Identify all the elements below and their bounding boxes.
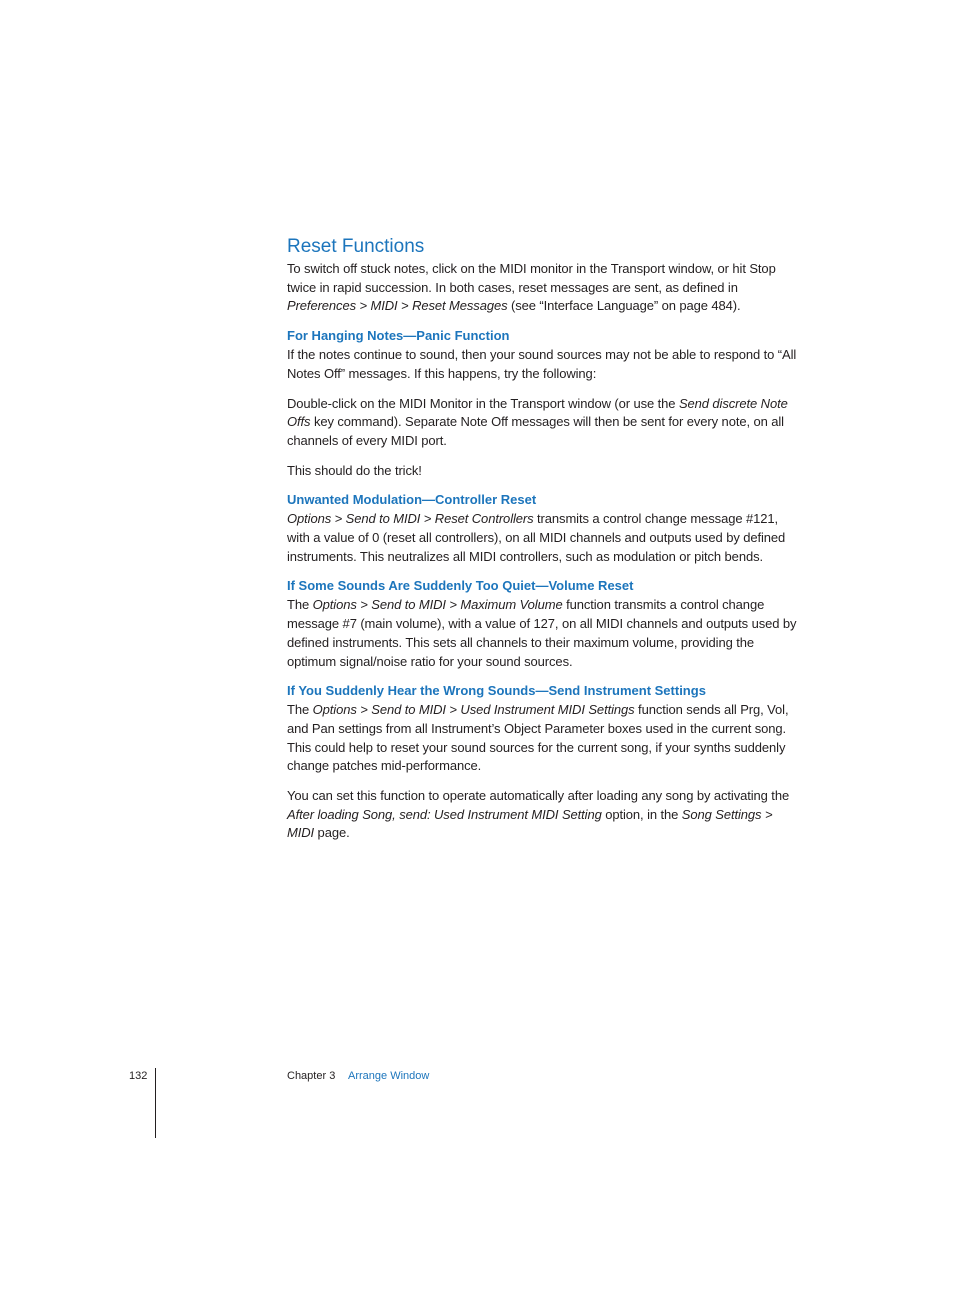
page-number: 132 <box>129 1070 148 1082</box>
auto-send-text-3: page. <box>314 825 350 841</box>
instrument-settings-paragraph-1 <box>287 701 797 776</box>
auto-send-text-1: You can set this function to operate automatically after loading any song by activating the <box>287 788 790 804</box>
intro-text-1: To switch off stuck notes, click on the MIDI monitor in the Transport window, or hit Stop twice in rapid succession. In both cases, reset messages are sent, as defined in <box>287 261 776 295</box>
instrument-settings-menu-path: Options > Send to MIDI > Used Instrument MIDI Settings <box>312 702 635 718</box>
panic-paragraph-3: This should do the trick! <box>287 462 422 478</box>
controller-reset-menu-path: Options > Send to MIDI > Reset Controllers <box>287 511 534 527</box>
panic-key-command: Send discrete Note Offs <box>287 395 788 430</box>
intro-text-2: (see “Interface Language” on page 484). <box>507 298 741 314</box>
page-content <box>287 234 797 843</box>
subsection-heading-controller-reset: Unwanted Modulation—Controller Reset <box>287 492 537 508</box>
panic-paragraph-2 <box>287 395 797 451</box>
subsection-heading-volume-reset: If Some Sounds Are Suddenly Too Quiet—Volume Reset <box>287 578 634 594</box>
subsection-heading-panic: For Hanging Notes—Panic Function <box>287 328 510 344</box>
panic-text-1: Double-click on the MIDI Monitor in the Transport window (or use the <box>287 395 679 411</box>
volume-reset-paragraph <box>287 596 797 671</box>
panic-paragraph-1: If the notes continue to sound, then your sound sources may not be able to respond to “All Notes Off” messages. If this happens, try the following: <box>287 347 797 381</box>
auto-send-text-2: option, in the <box>601 806 682 822</box>
controller-reset-text: transmits a control change message #121, with a value of 0 (reset all controllers), on all MIDI channels and outputs used by defined instruments. This neutralizes all MIDI controllers, such as modulation or pitch bends. <box>287 511 786 564</box>
footer-chapter: Chapter 3 <box>287 1070 336 1082</box>
song-settings-path: Song Settings > MIDI <box>287 806 773 841</box>
intro-paragraph <box>287 260 797 316</box>
instrument-settings-text-1: The <box>287 702 313 718</box>
panic-text-2: key command). Separate Note Off messages will then be sent for every note, on all channels of every MIDI port. <box>287 414 784 448</box>
section-title: Reset Functions <box>287 236 425 257</box>
auto-send-option: After loading Song, send: Used Instrument MIDI Setting <box>287 806 602 822</box>
volume-reset-menu-path: Options > Send to MIDI > Maximum Volume <box>312 597 563 613</box>
intro-menu-path: Preferences > MIDI > Reset Messages <box>287 298 508 314</box>
footer-chapter-title: Arrange Window <box>348 1070 430 1082</box>
volume-reset-text-1: The <box>287 597 313 613</box>
footer-divider <box>155 1068 156 1138</box>
instrument-settings-text-2: function sends all Prg, Vol, and Pan settings from all Instrument’s Object Parameter boxes used in the current song. This could help to reset your sound sources for the current song, if your synths suddenly change patches mid-performance. <box>287 702 789 774</box>
instrument-settings-paragraph-2 <box>287 787 797 843</box>
volume-reset-text-2: function transmits a control change message #7 (main volume), with a value of 127, on all MIDI channels and outputs used by defined instruments. This sets all channels to their maximum volume, providing the optimum signal/noise ratio for your sound sources. <box>287 597 797 669</box>
controller-reset-paragraph <box>287 510 797 566</box>
subsection-heading-instrument-settings: If You Suddenly Hear the Wrong Sounds—Send Instrument Settings <box>287 683 706 699</box>
